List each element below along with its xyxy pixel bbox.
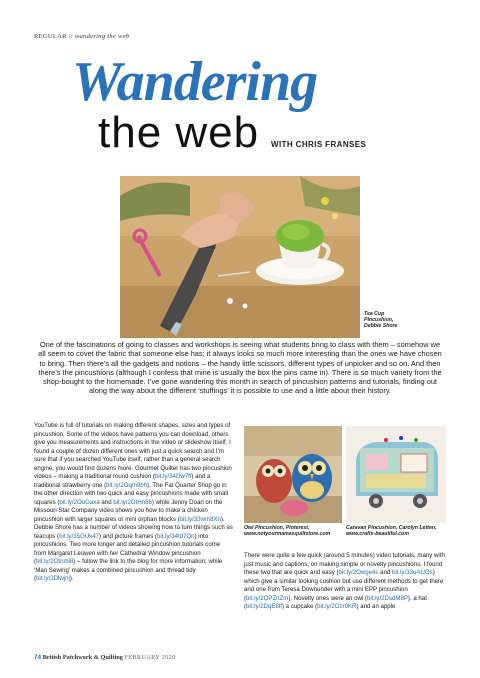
hero-caption-line: Debbie Shore [364,323,398,330]
page-footer [34,654,176,661]
owl-caption-title: Owl Pincushion, Pinterest, [244,525,310,531]
caravan-caption-url: www.crafts-beautiful.com [346,531,409,538]
link[interactable]: bit.ly/33wm8Xn [179,515,221,523]
left-column-text: YouTube is full of tutorials on making different shapes, sizes and types of pincushion. Some of the videos have patterns you can download, others give you measurements and instructions in the video or slideshow itself. I found a couple of dozen different ones with just a quick search and I’m sure that if you searched YouTube itself, rather than a general search engine, you would find dozens more. Gourmet Quilter has two pincushion videos – making a traditional round cushion (bit.ly/34Dw7ff) and a traditional strawberry one (bit.ly/2Oqm9bh). The Fat Quarter Shop go in the other direction with two quick and easy pincushions made with small squares (bit.ly/2OuGaxa and bit.ly/2OtHn86) while Jenny Doan on the Missouri Star Company video shows you how to make a chicken pincushion with larger squares or mini orphan blocks (bit.ly/33wm8Xn). Debbie Shore has a number of videos showing how to turn things such as teacups (bit.ly/35GUk47) and picture frames (bit.ly/34td7Qn) into pincushions. Two more longer and detailed pincushion tutorials come from Margaret Leuwen with her Cathedral Window pincushion (bit.ly/2Otnmi8) – follow the link to the blog for more information; while ‘Man Sewing’ makes a combined pincushion and thread tidy (bit.ly/2Dlwjnj). [34,422,233,582]
hero-caption-line: Tea Cup [364,311,385,317]
link[interactable]: bit.ly/2OtHn86 [113,498,152,506]
owl-pincushion-photo [244,426,342,523]
link[interactable]: bit.ly/34td7Qn [156,532,195,540]
caravan-caption [346,525,446,538]
byline: WITH CHRIS FRANSES [271,140,367,149]
subsection-label: wandering the web [74,33,130,40]
section-label: REGULAR [34,33,67,40]
link[interactable]: bit.ly/2DsdM8P [366,594,408,602]
intro-paragraph: One of the fascinations of going to classes and workshops is seeing what students bring to class with them – somehow we all seem to covet the fabric that someone else has; it always looks so much more interesting than the ones we have chosen to bring. Then there’s all the gadgets and notions – the handy little scissors, different types of unpicker and so on. And then there’s the pincushions (although I confess that mine is usually the box the pins came in). There is so much variety from the shop-bought to the homemade. I’ve gone wandering this month in search of pincushion patterns and tutorials, finding out along the way about the different ‘stuffings’ it is possible to use and a little about their history. [38,340,442,396]
title-the-web: the web [98,108,260,157]
issue-date: FEBRUARY 2020 [124,654,176,661]
hero-caption [364,311,424,330]
link[interactable]: bit.ly/2Oqm9bh [106,481,148,489]
caravan-caption-title: Caravan Pincushion, Carolyn Letten, [346,525,437,531]
owl-caption-url: www.notyourmamasquiltstore.com [244,531,331,538]
right-column-text: There were quite a few quick (around 5 minutes) video tutorials, many with just music and captions, on making simple or novelty pincushions. I found these two that are quick and easy (bit.ly/2Owge4s and bit.ly/33uAUOs) which give a similar looking cushion but use different methods to get there and one from Teresa Downunder with a mini EPP pincushion (bit.ly/2OPZnZm). Novelty ones were an owl (bit.ly/2DsdM8P), a hat (bit.ly/2DqE8lf) a cupcake (bit.ly/2Ozr9KR) and an apple [244,552,445,610]
link[interactable]: bit.ly/2Dlwjnj [36,575,70,582]
section-separator: // [66,33,75,40]
page-number: 74 [34,654,42,661]
title-wandering: Wandering [72,51,318,113]
magazine-name: British Patchwork & Quilting [42,654,123,661]
link[interactable]: bit.ly/35GUk47 [59,532,100,540]
link[interactable]: bit.ly/2Otnmi8 [36,558,74,565]
link[interactable]: bit.ly/2OuGaxa [59,498,100,506]
link[interactable]: bit.ly/34Dw7ff [154,473,192,480]
hero-photo-teacup-pincushion [120,176,360,338]
link[interactable]: bit.ly/2Owge4s [338,569,379,576]
link[interactable]: bit.ly/2DqE8lf [246,603,282,610]
owl-caption [244,525,344,538]
link[interactable]: bit.ly/2OPZnZm [246,594,289,602]
section-header [34,33,129,40]
link[interactable]: bit.ly/2Ozr9KR [317,603,357,610]
hero-caption-line: Pincushion, [364,317,394,324]
link[interactable]: bit.ly/33uAUOs [392,569,433,576]
caravan-pincushion-photo [346,426,446,523]
